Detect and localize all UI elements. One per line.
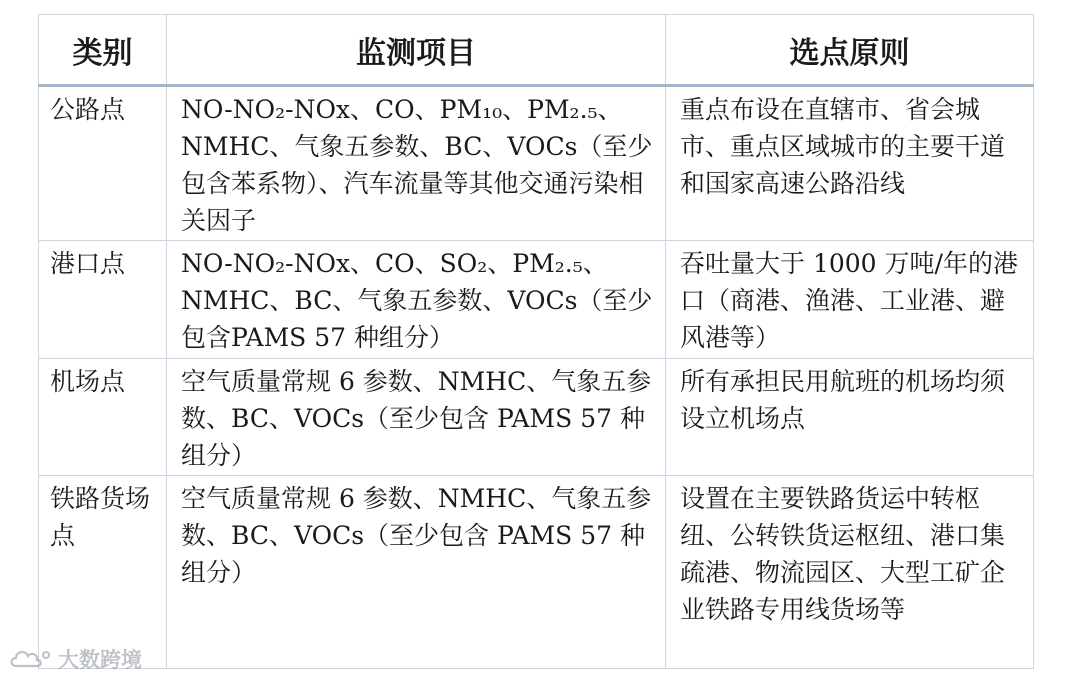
cell-items: 空气质量常规 6 参数、NMHC、气象五参数、BC、VOCs（至少包含 PAMS 57 种组分） — [167, 359, 666, 476]
table-row — [39, 86, 1034, 241]
watermark-text: 大数跨境 — [58, 648, 142, 672]
cell-category: 机场点 — [39, 359, 167, 476]
table-row — [39, 476, 1034, 669]
cell-category: 公路点 — [39, 86, 167, 241]
cell-items: 空气质量常规 6 参数、NMHC、气象五参数、BC、VOCs（至少包含 PAMS 57 种组分） — [167, 476, 666, 669]
table-row — [39, 359, 1034, 476]
monitoring-table — [38, 14, 1034, 669]
header-category: 类别 — [39, 15, 167, 86]
header-monitoring-items: 监测项目 — [167, 15, 666, 86]
header-site-principle: 选点原则 — [666, 15, 1034, 86]
cell-principle: 设置在主要铁路货运中转枢纽、公转铁货运枢纽、港口集疏港、物流园区、大型工矿企业铁路专用线货场等 — [666, 476, 1034, 669]
cell-items: NO-NO₂-NOx、CO、PM₁₀、PM₂.₅、NMHC、气象五参数、BC、VOCs（至少包含苯系物）、汽车流量等其他交通污染相关因子 — [167, 86, 666, 241]
cloud-logo-icon — [8, 646, 54, 672]
cell-category: 铁路货场点 — [39, 476, 167, 669]
cell-items: NO-NO₂-NOx、CO、SO₂、PM₂.₅、NMHC、BC、气象五参数、VOCs（至少包含PAMS 57 种组分） — [167, 241, 666, 359]
table-row — [39, 241, 1034, 359]
cell-principle: 所有承担民用航班的机场均须设立机场点 — [666, 359, 1034, 476]
cell-category: 港口点 — [39, 241, 167, 359]
watermark — [8, 643, 142, 675]
cell-principle: 吞吐量大于 1000 万吨/年的港口（商港、渔港、工业港、避风港等） — [666, 241, 1034, 359]
cell-principle: 重点布设在直辖市、省会城市、重点区域城市的主要干道和国家高速公路沿线 — [666, 86, 1034, 241]
table-header-row — [39, 15, 1034, 86]
